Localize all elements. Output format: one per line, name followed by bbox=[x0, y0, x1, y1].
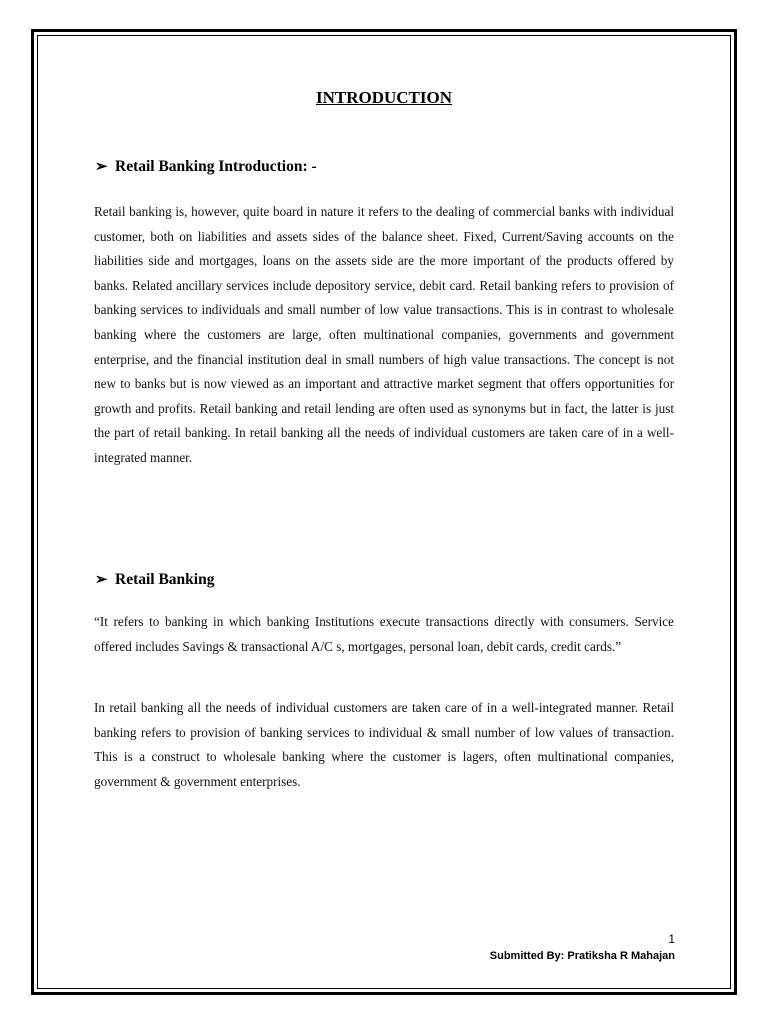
section-heading-text: Retail Banking Introduction: - bbox=[115, 157, 317, 175]
page-border-inner bbox=[37, 35, 731, 989]
paragraph-definition-quote: “It refers to banking in which banking Institutions execute transactions directly with consumers. Service offered includes Savings & transactional A/C s, mortgages, personal loan, debit cards, credit cards.” bbox=[94, 614, 674, 654]
paragraph-retail-banking-description: In retail banking all the needs of individual customers are taken care of in a well-integrated manner. Retail banking refers to provision of banking services to individual & small number of low values of transaction. This is a construct to wholesale banking where the customer is lagers, often multinational companies, government & government enterprises. bbox=[94, 700, 674, 789]
section-heading-retail-banking-introduction bbox=[95, 157, 317, 176]
arrow-bullet-icon: ➢ bbox=[95, 159, 108, 175]
section-heading-text: Retail Banking bbox=[115, 570, 215, 588]
arrow-bullet-icon: ➢ bbox=[95, 572, 108, 588]
page-title: INTRODUCTION bbox=[315, 88, 453, 107]
page-number: 1 bbox=[668, 932, 675, 946]
section-heading-retail-banking bbox=[95, 570, 214, 589]
paragraph-introduction: Retail banking is, however, quite board in nature it refers to the dealing of commercial banks with individual customer, both on liabilities and assets sides of the balance sheet. Fixed, Current/Saving accounts on the liabilities side and mortgages, loans on the assets side are the more important of the products offered by banks. Related ancillary services include depository service, debit card. Retail banking refers to provision of banking services to individuals and small number of low value transactions. This is in contrast to wholesale banking where the customers are large, often multinational companies, governments and government enterprise, and the financial institution deal in small numbers of high value transactions. The concept is not new to banks but is now viewed as an important and attractive market segment that offers opportunities for growth and profits. Retail banking and retail lending are often used as synonyms but in fact, the latter is just the part of retail banking. In retail banking all the needs of individual customers are taken care of in a well-integrated manner. bbox=[94, 204, 674, 465]
footer-submitted-by: Submitted By: Pratiksha R Mahajan bbox=[489, 950, 675, 962]
